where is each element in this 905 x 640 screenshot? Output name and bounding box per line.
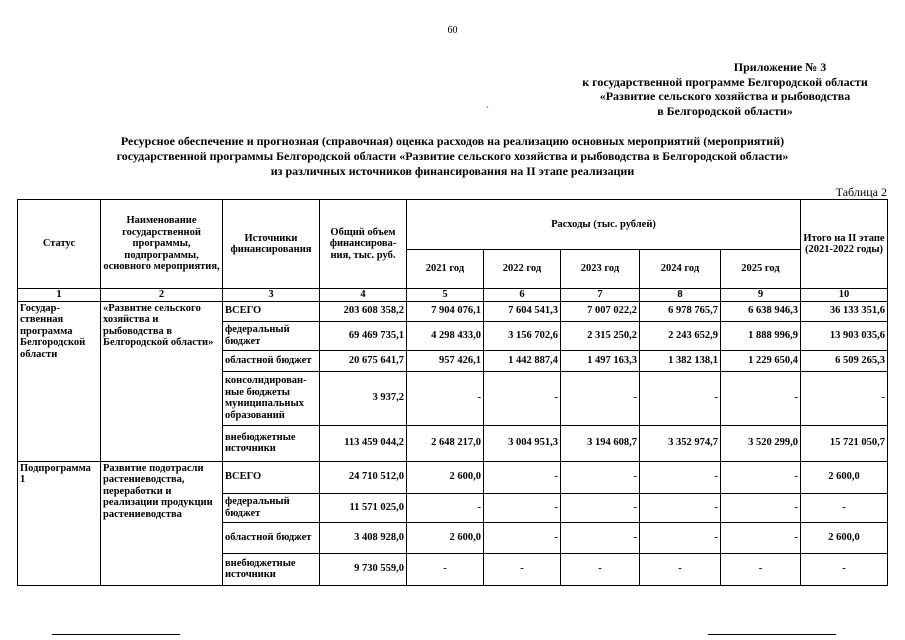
document-heading: [30, 134, 875, 179]
stage-total-cell: -: [801, 371, 888, 425]
source-cell: федеральный бюджет: [223, 321, 320, 350]
appendix-line: в Белгородской области»: [657, 103, 793, 118]
column-number: 4: [320, 289, 407, 302]
appendix-title: Приложение № 3: [733, 60, 827, 74]
name-cell: Развитие подотрасли растениеводства, переработки и реализации продукции растениеводства: [101, 461, 223, 585]
column-number: 6: [484, 289, 561, 302]
column-number: 10: [801, 289, 888, 302]
heading-line: Ресурсное обеспечение и прогнозная (справочная) оценка расходов на реализацию основных мероприятий (мероприятий): [120, 134, 785, 148]
year-cell: 1 382 138,1: [640, 350, 721, 371]
year-cell: 3 194 608,7: [561, 425, 640, 461]
header-name: Наименование государственной программы, подпрограммы, основного мероприятия,: [101, 200, 223, 289]
source-cell: ВСЕГО: [223, 301, 320, 321]
year-cell: 6 638 946,3: [721, 301, 801, 321]
appendix-line: «Развитие сельского хозяйства и рыбоводства: [599, 89, 851, 103]
column-number: 2: [101, 289, 223, 302]
year-cell: 1 888 996,9: [721, 321, 801, 350]
column-number: 3: [223, 289, 320, 302]
year-cell: -: [721, 522, 801, 553]
column-number-row: [18, 289, 888, 302]
total-cell: 24 710 512,0: [320, 461, 407, 493]
year-cell: 1 229 650,4: [721, 350, 801, 371]
scan-edge-line: [708, 634, 836, 635]
year-cell: -: [561, 522, 640, 553]
year-cell: 3 520 299,0: [721, 425, 801, 461]
year-cell: -: [407, 493, 484, 522]
year-cell: -: [407, 553, 484, 585]
stage-total-cell: 15 721 050,7: [801, 425, 888, 461]
stage-total-cell: 6 509 265,3: [801, 350, 888, 371]
header-total: Общий объем финансирова-ния, тыс. руб.: [320, 200, 407, 289]
heading-line: из различных источников финансирования на II этапе реализации: [270, 164, 635, 178]
year-cell: -: [561, 371, 640, 425]
year-cell: 1 497 163,3: [561, 350, 640, 371]
year-cell: -: [561, 553, 640, 585]
total-cell: 9 730 559,0: [320, 553, 407, 585]
total-cell: 20 675 641,7: [320, 350, 407, 371]
source-cell: областной бюджет: [223, 350, 320, 371]
year-cell: -: [561, 461, 640, 493]
year-cell: 7 007 022,2: [561, 301, 640, 321]
header-year: 2021 год: [407, 250, 484, 289]
year-cell: -: [484, 522, 561, 553]
status-cell: Подпрограмма 1: [18, 461, 101, 585]
source-cell: внебюджетные источники: [223, 425, 320, 461]
year-cell: -: [640, 461, 721, 493]
year-cell: -: [721, 553, 801, 585]
header-sources: Источники финансирования: [223, 200, 320, 289]
year-cell: 2 315 250,2: [561, 321, 640, 350]
stage-total-cell: -: [801, 493, 888, 522]
total-cell: 69 469 735,1: [320, 321, 407, 350]
header-year: 2023 год: [561, 250, 640, 289]
year-cell: -: [484, 553, 561, 585]
year-cell: -: [407, 371, 484, 425]
column-number: 8: [640, 289, 721, 302]
year-cell: -: [721, 493, 801, 522]
header-status: Статус: [18, 200, 101, 289]
year-cell: 3 004 951,3: [484, 425, 561, 461]
column-number: 9: [721, 289, 801, 302]
source-cell: федеральный бюджет: [223, 493, 320, 522]
appendix-line: к государственной программе Белгородской области: [582, 74, 868, 89]
table-row: [18, 301, 888, 321]
header-year: 2024 год: [640, 250, 721, 289]
column-number: 1: [18, 289, 101, 302]
stage-total-cell: -: [801, 553, 888, 585]
stage-total-cell: 13 903 035,6: [801, 321, 888, 350]
status-cell: Государ-ственная программа Белгородской области: [18, 301, 101, 461]
year-cell: 2 648 217,0: [407, 425, 484, 461]
source-cell: внебюджетные источники: [223, 553, 320, 585]
year-cell: 2 600,0: [407, 522, 484, 553]
year-cell: 2 600,0: [407, 461, 484, 493]
year-cell: 3 352 974,7: [640, 425, 721, 461]
total-cell: 11 571 025,0: [320, 493, 407, 522]
resource-table: [17, 199, 888, 586]
total-cell: 3 937,2: [320, 371, 407, 425]
table-label: Таблица 2: [835, 185, 887, 199]
year-cell: -: [484, 493, 561, 522]
source-cell: областной бюджет: [223, 522, 320, 553]
year-cell: 7 904 076,1: [407, 301, 484, 321]
header-stage-total: Итого на II этапе (2021-2022 годы): [801, 200, 888, 289]
year-cell: 6 978 765,7: [640, 301, 721, 321]
column-number: 7: [561, 289, 640, 302]
year-cell: -: [640, 493, 721, 522]
year-cell: -: [640, 371, 721, 425]
year-cell: 2 243 652,9: [640, 321, 721, 350]
heading-line: государственной программы Белгородской области «Развитие сельского хозяйства и рыбоводства в Белгородской области»: [116, 149, 789, 163]
total-cell: 113 459 044,2: [320, 425, 407, 461]
stage-total-cell: 36 133 351,6: [801, 301, 888, 321]
scan-speck: ˏ: [486, 98, 489, 108]
year-cell: -: [484, 461, 561, 493]
table-row: [18, 461, 888, 493]
page-number: 60: [447, 25, 458, 36]
year-cell: 957 426,1: [407, 350, 484, 371]
total-cell: 3 408 928,0: [320, 522, 407, 553]
source-cell: ВСЕГО: [223, 461, 320, 493]
total-cell: 203 608 358,2: [320, 301, 407, 321]
scan-edge-line: [52, 634, 180, 635]
year-cell: -: [484, 371, 561, 425]
header-year: 2025 год: [721, 250, 801, 289]
year-cell: -: [640, 522, 721, 553]
stage-total-cell: 2 600,0: [801, 522, 888, 553]
header-year: 2022 год: [484, 250, 561, 289]
header-expenses: Расходы (тыс. рублей): [407, 200, 801, 250]
source-cell: консолидирован-ные бюджеты муниципальных образований: [223, 371, 320, 425]
year-cell: 1 442 887,4: [484, 350, 561, 371]
year-cell: -: [561, 493, 640, 522]
year-cell: 3 156 702,6: [484, 321, 561, 350]
name-cell: «Развитие сельского хозяйства и рыбоводства в Белгородской области»: [101, 301, 223, 461]
year-cell: -: [721, 371, 801, 425]
column-number: 5: [407, 289, 484, 302]
stage-total-cell: 2 600,0: [801, 461, 888, 493]
year-cell: -: [640, 553, 721, 585]
year-cell: 7 604 541,3: [484, 301, 561, 321]
year-cell: -: [721, 461, 801, 493]
appendix-header: [560, 60, 890, 118]
year-cell: 4 298 433,0: [407, 321, 484, 350]
